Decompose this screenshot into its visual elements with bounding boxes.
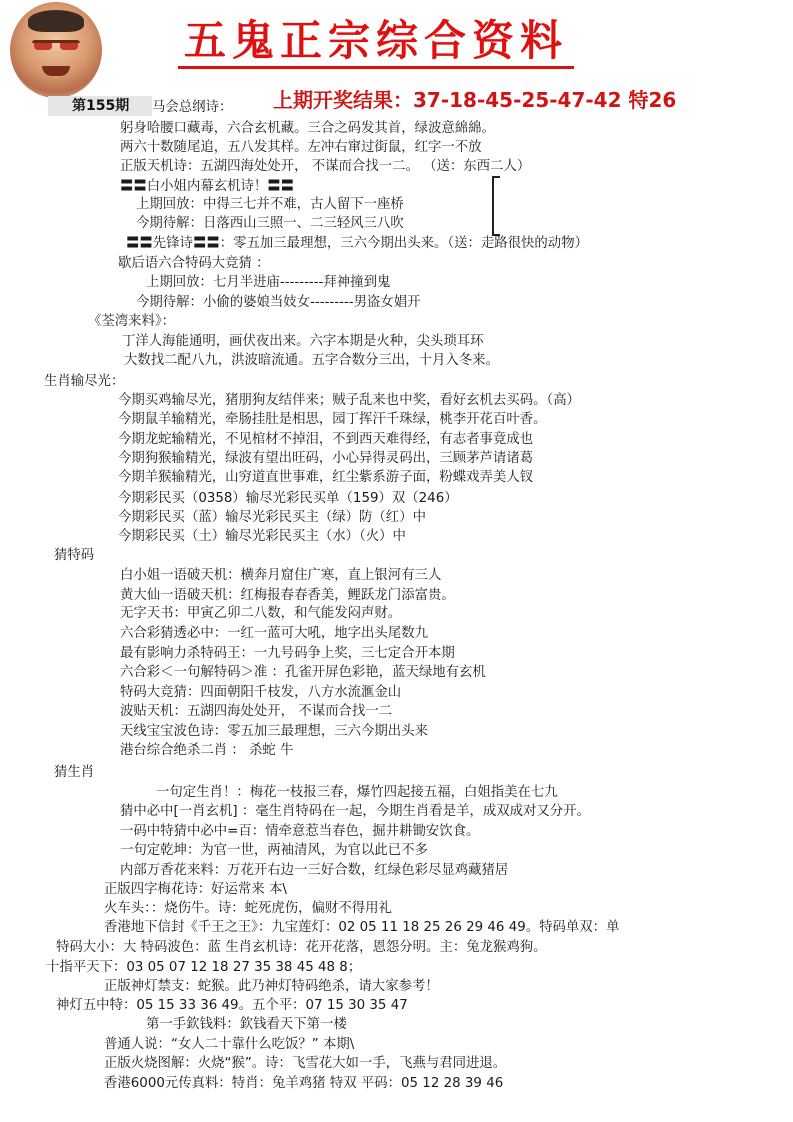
text-line: 一句定乾坤：为官一世，两袖清风，为官以此已不多 <box>120 843 428 858</box>
text-line: 躬身哈腰口藏毒，六合玄机藏。三合之码发其首，绿波意綿綿。 <box>120 121 495 136</box>
bracket-divider <box>492 176 500 236</box>
text-line: 天线宝宝波色诗：零五加三最理想，三六今期出头来 <box>120 724 428 739</box>
text-line: 猜生肖 <box>54 765 95 780</box>
text-line: 第一手欽钱料：欽钱看天下第一楼 <box>146 1017 347 1032</box>
text-line: 正版天机诗：五湖四海处处开， 不谋而合找一二。 （送：东西二人） <box>120 159 531 174</box>
text-line: 丁洋人海能通明，画伏夜出来。六字本期是火种，尖头琐耳环 <box>122 334 484 349</box>
issue-number: 第155期 <box>48 96 152 116</box>
text-line: 十指平天下：03 05 07 12 18 27 35 38 45 48 8； <box>46 960 362 975</box>
text-line: 今期买鸡输尽光，猪朋狗友结伴来；贼子乱来也中奖，看好玄机去买码。（高） <box>118 393 580 408</box>
text-line: 特码大小：大 特码波色：蓝 生肖玄机诗：花开花落，恩怨分明。主：兔龙猴鸡狗。 <box>56 940 547 955</box>
text-line: 特码大竞猜：四面朝阳千枝发，八方水流滙金山 <box>120 685 402 700</box>
avatar <box>10 2 102 98</box>
text-line: 港台综合绝杀二肖 ： 杀蛇 牛 <box>120 743 294 758</box>
avatar-glasses <box>32 40 80 53</box>
text-line: 六合彩猜透必中：一红一蓝可大吼，地字出头尾数九 <box>120 626 428 641</box>
avatar-mouth <box>42 66 70 76</box>
text-line: 猜中必中[一肖玄机] ：毫生肖特码在一起，今期生肖看是羊，成双成对又分开。 <box>120 804 590 819</box>
text-line: 香港6000元传真料：特肖：兔羊鸡猪 特双 平码：05 12 28 39 46 <box>104 1076 504 1091</box>
text-line: 无字天书：甲寅乙卯二八数，和气能发闷声财。 <box>120 606 402 621</box>
text-line: 两六十数随尾追，五八发其样。左冲右窜过街鼠，红字一不放 <box>120 140 482 155</box>
avatar-hair <box>28 10 84 32</box>
text-line: 今期待解：小偷的婆娘当妓女---------男盗女娼开 <box>136 295 421 310</box>
text-line: 普通人说：“女人二十靠什么吃饭？” 本期\ <box>104 1037 355 1052</box>
text-line: 香港地下信封《千王之王》：九宝莲灯：02 05 11 18 25 26 29 46 49。特码单双：单 <box>104 920 620 935</box>
text-line: 今期狗猴输精光，绿波有望出旺码，小心异得灵码出，三顾茅芦请诸葛 <box>118 451 534 466</box>
text-line: 〓〓先锋诗〓〓：零五加三最理想，三六今期出头来。（送：走路很快的动物） <box>126 236 588 251</box>
text-line: 一码中特猜中必中=百：情牵意惹当春色，掘井耕锄安饮食。 <box>120 824 480 839</box>
text-line: 黄大仙一语破天机：红梅报春春香美，鲤跃龙门添富贵。 <box>120 588 455 603</box>
text-line: 今期彩民买（土）输尽光彩民买主（水）（火）中 <box>118 529 406 544</box>
text-line: 神灯五中特：05 15 33 36 49。五个平：07 15 30 35 47 <box>56 998 408 1013</box>
text-line: 〓〓白小姐内幕玄机诗！〓〓 <box>120 179 295 194</box>
text-line: 上期回放：中得三七并不难，古人留下一座桥 <box>136 197 404 212</box>
text-line: 白小姐一语破天机：横奔月窟住广寒，直上银河有三人 <box>120 568 442 583</box>
text-line: 内部万香花来料：万花开右边一三好合数，红绿色彩尽显鸡藏猪居 <box>120 863 509 878</box>
text-line: 马会总纲诗： <box>152 100 233 115</box>
text-line: 上期回放：七月半进庙---------拜神撞到鬼 <box>146 275 391 290</box>
text-line: 正版火烧图解：火烧“猴”。诗：飞雪花大如一手，飞燕与君同进退。 <box>104 1056 507 1071</box>
text-line: 正版四字梅花诗：好运常来 本\ <box>104 882 287 897</box>
text-line: 今期羊猴输精光，山穷道直世事难，红尘紫系游子面，粉蝶戏弄美人钗 <box>118 470 534 485</box>
text-line: 火车头：：烧伤牛。诗：蛇死虎伤，偏财不得用礼 <box>104 901 392 916</box>
text-line: 猜特码 <box>54 548 95 563</box>
text-line: 波贴天机：五湖四海处处开， 不谋而合找一二 <box>120 704 393 719</box>
text-line: 生肖输尽光： <box>44 374 125 389</box>
text-line: 今期龙蛇输精光，不见棺材不掉泪，不到西天难得经，有志者事竟成也 <box>118 432 534 447</box>
text-line: 一句定生肖！：梅花一枝报三春，爆竹四起接五福，白姐指美在七九 <box>156 785 558 800</box>
text-line: 六合彩＜一句解特码＞准 ：孔雀开屏色彩艳，蓝天绿地有玄机 <box>120 665 486 680</box>
text-line: 《荃湾来料》： <box>88 314 176 329</box>
text-line: 歇后语六合特码大竞猜 ： <box>118 256 270 271</box>
text-line: 今期鼠羊输精光，牵肠挂肚是相思，园丁挥汗千珠绿，桃李开花百叶香。 <box>118 412 547 427</box>
text-line: 今期彩民买（蓝）输尽光彩民买主（绿）防（红）中 <box>118 510 426 525</box>
text-line: 正版神灯禁支：蛇猴。此乃神灯特码绝杀，请大家参考！ <box>104 979 439 994</box>
text-line: 今期待解：日落西山三照一、二三轻风三八吹 <box>136 216 404 231</box>
last-draw-result: 上期开奖结果：37-18-45-25-47-42 特26 <box>273 88 677 112</box>
text-line: 大数找二配八九，洪波暗流通。五字合数分三出，十月入冬来。 <box>124 353 499 368</box>
text-line: 今期彩民买（0358）输尽光彩民买单（159）双（246） <box>118 491 458 506</box>
page-title: 五鬼正宗综合资料 <box>178 16 574 69</box>
text-line: 最有影响力杀特码王：一九号码争上奖，三七定合开本期 <box>120 646 455 661</box>
